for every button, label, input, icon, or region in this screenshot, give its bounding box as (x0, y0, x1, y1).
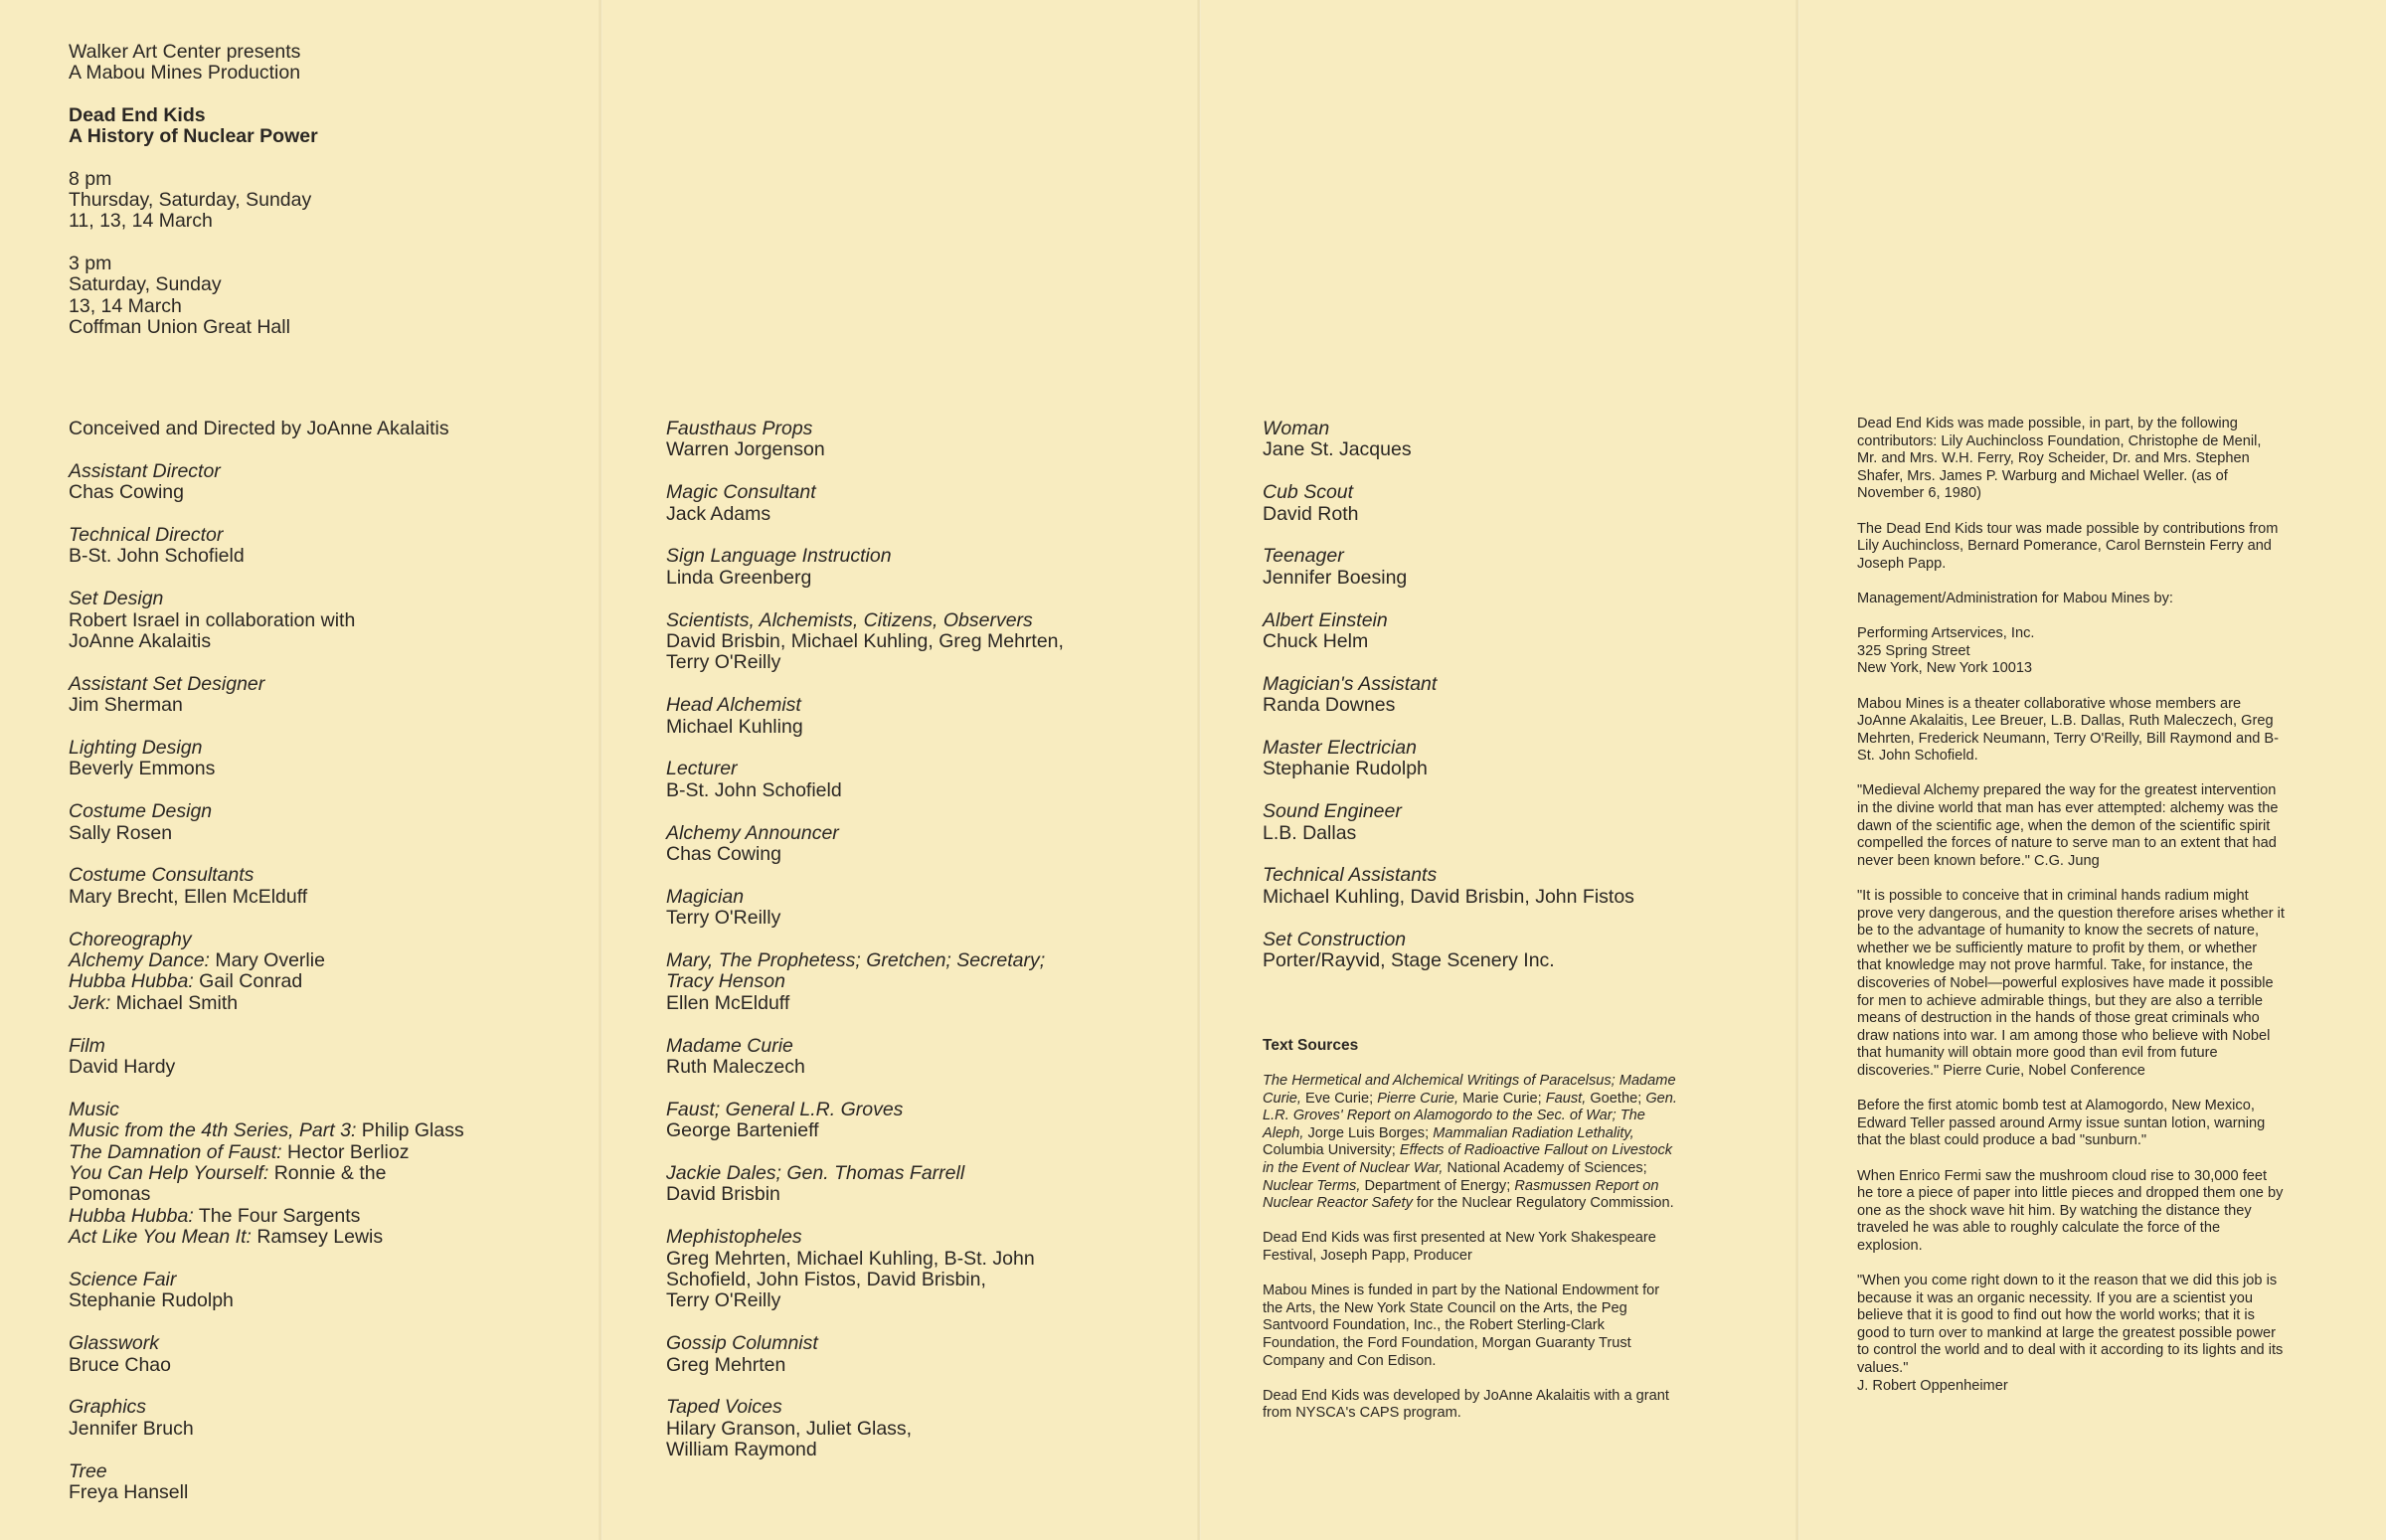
credit-role: Magician (666, 885, 745, 908)
credit-entry (666, 1333, 1183, 1376)
show1-dates: 11, 13, 14 March (69, 210, 213, 233)
credit-names: Michael Kuhling (666, 715, 803, 738)
credit-person: Hector Berlioz (281, 1140, 410, 1163)
credit-names: Freya Hansell (69, 1481, 189, 1504)
credits-col1 (69, 419, 586, 1525)
credit-entry (666, 1036, 1183, 1079)
work-title: Act Like You Mean It: (69, 1226, 252, 1249)
source-fragment: Jorge Luis Borges; (1303, 1124, 1434, 1141)
credit-person: Mary Overlie (209, 949, 325, 972)
credit-entry (69, 674, 586, 717)
credit-names: Ellen McElduff (666, 991, 790, 1014)
credit-role: Cub Scout (1263, 481, 1354, 504)
credit-role: Master Electrician (1263, 737, 1417, 760)
source-fragment: Mammalian Radiation Lethality, (1433, 1124, 1634, 1141)
credit-entry (666, 1100, 1183, 1142)
credit-role: Teenager (1263, 545, 1344, 568)
credit-role: Scientists, Alchemists, Citizens, Observers (666, 608, 1033, 631)
credit-names: Jennifer Bruch (69, 1417, 194, 1440)
credit-names: Linda Greenberg (666, 566, 812, 589)
credit-entry (69, 1270, 586, 1312)
production-note: Dead End Kids was developed by JoAnne Akalaitis with a grant from NYSCA's CAPS program. (1263, 1387, 1669, 1422)
show2-time: 3 pm (69, 252, 112, 274)
credit-role: Costume Consultants (69, 864, 255, 887)
program-header (69, 42, 596, 338)
production-note: Dead End Kids was first presented at New York Shakespeare Festival, Joseph Papp, Producer (1263, 1230, 1656, 1264)
credit-role: Head Alchemist (666, 694, 801, 717)
credit-entry (69, 589, 586, 652)
work-title: Music from the 4th Series, Part 3: (69, 1119, 357, 1142)
credit-role: Tree (69, 1459, 107, 1482)
credit-role: Set Construction (1263, 928, 1407, 950)
credit-entry (1263, 546, 1780, 589)
management: Management/Administration for Mabou Mines by: (1857, 590, 2173, 606)
credit-role: Faust; General L.R. Groves (666, 1098, 904, 1120)
credit-line (69, 1120, 586, 1141)
show-title: Dead End Kids (69, 103, 206, 126)
credit-role: Alchemy Announcer (666, 821, 839, 844)
credit-entry (666, 950, 1183, 1014)
work-title: You Can Help Yourself: (69, 1162, 269, 1185)
source-fragment: Marie Curie; (1458, 1090, 1546, 1107)
credits-col2 (666, 419, 1183, 1482)
management-address: Performing Artservices, Inc. 325 Spring Street New York, New York 10013 (1857, 625, 2035, 677)
credit-entry (69, 738, 586, 780)
credit-entry (1263, 801, 1780, 844)
credit-line (69, 1142, 586, 1163)
source-fragment: Effects of Radioactive Fallout on Livestock in the Event of Nuclear War, (1263, 1142, 1673, 1176)
text-sources-list (1263, 1073, 1680, 1213)
credit-choreography (69, 930, 586, 1015)
tour-support: The Dead End Kids tour was made possible by contributions from Lily Auchincloss, Bernard Pomerance, Carol Bernstein Ferry and Joseph Papp. (1857, 520, 2279, 572)
credit-line (69, 1206, 586, 1227)
credit-names: Greg Mehrten (666, 1353, 786, 1376)
panel-1 (0, 0, 596, 1540)
credit-line (69, 1184, 586, 1205)
credit-names: Chas Cowing (666, 843, 781, 866)
source-fragment: Goethe; (1586, 1090, 1646, 1107)
credit-role: Madame Curie (666, 1034, 793, 1057)
credit-names: David Brisbin (666, 1183, 780, 1206)
credit-names: Sally Rosen (69, 821, 173, 844)
text-sources (1263, 1037, 1680, 1440)
conceived-credit: Conceived and Directed by JoAnne Akalaitis (69, 418, 449, 439)
credit-role: Glasswork (69, 1332, 160, 1355)
credit-entry (666, 1163, 1183, 1206)
work-title: Hubba Hubba: (69, 970, 194, 993)
credit-role: Sign Language Instruction (666, 545, 892, 568)
credit-role: Assistant Director (69, 459, 221, 482)
credit-names: Robert Israel in collaboration with JoAnne Akalaitis (69, 608, 356, 653)
credit-entry (666, 695, 1183, 738)
credit-role: Magic Consultant (666, 481, 816, 504)
credit-entry (1263, 610, 1780, 653)
credit-entry (1263, 865, 1780, 908)
credit-names: Stephanie Rudolph (1263, 758, 1428, 780)
credit-names: B-St. John Schofield (69, 545, 245, 568)
credit-names: Warren Jorgenson (666, 438, 825, 461)
credit-line (69, 1163, 586, 1184)
credit-names: David Brisbin, Michael Kuhling, Greg Mehrten, Terry O'Reilly (666, 630, 1064, 674)
show1-time: 8 pm (69, 167, 112, 190)
credit-person: Gail Conrad (193, 970, 303, 993)
credit-music (69, 1100, 586, 1249)
credit-names: B-St. John Schofield (666, 778, 842, 801)
quote-curie: "It is possible to conceive that in criminal hands radium might prove very dangerous, and the question therefore arises whether it be to the advantage of humanity to know the secrets of nature, whether we be sufficiently mature to profit by them, or whether that knowledge may not prove harmful. Take, for instance, the discoveries of Nobel—powerful explosives have made it possible for men to achieve admirable things, but they are also a terrible means of destruction in the hands of those great criminals who draw nations into war. I am among those who believe with Nobel that humanity will obtain more good than evil from future discoveries." Pierre Curie, Nobel Conference (1857, 888, 2285, 1079)
credit-names: Michael Kuhling, David Brisbin, John Fistos (1263, 885, 1634, 908)
source-fragment: Pierre Curie, (1377, 1090, 1459, 1107)
credit-names: Jane St. Jacques (1263, 438, 1412, 461)
credit-person: Pomonas (69, 1183, 151, 1206)
credit-role: Music (69, 1098, 119, 1120)
show-subtitle: A History of Nuclear Power (69, 125, 318, 148)
credit-line (69, 1227, 586, 1248)
source-fragment: Eve Curie; (1300, 1090, 1378, 1107)
credit-person: Ronnie & the (268, 1162, 387, 1185)
credit-film (69, 1036, 586, 1079)
credit-entry (69, 1461, 586, 1504)
credit-entry (1263, 738, 1780, 780)
credits-col3 (1263, 419, 1780, 993)
credit-person: Philip Glass (356, 1119, 464, 1142)
credit-role: Set Design (69, 588, 164, 610)
credit-names: Bruce Chao (69, 1353, 171, 1376)
source-fragment: Gen. L.R. Groves' Report on Alamogordo to the Sec. of War; The Aleph, (1263, 1090, 1677, 1141)
source-fragment: Department of Energy; (1360, 1177, 1515, 1194)
source-fragment: Columbia University; (1263, 1142, 1400, 1159)
credit-role: Science Fair (69, 1269, 177, 1291)
credit-names: Greg Mehrten, Michael Kuhling, B-St. John Schofield, John Fistos, David Brisbin, Terry O'Reilly (666, 1247, 1035, 1312)
credit-names: Porter/Rayvid, Stage Scenery Inc. (1263, 949, 1555, 972)
credit-entry (69, 525, 586, 568)
credit-role: Gossip Columnist (666, 1332, 818, 1355)
source-fragment: Rasmussen Report on Nuclear Reactor Safety (1263, 1177, 1659, 1212)
credit-names: Randa Downes (1263, 694, 1396, 717)
presenter: Walker Art Center presents (69, 41, 301, 63)
credit-role: Choreography (69, 928, 192, 950)
credit-entry (69, 461, 586, 504)
panel-3 (1199, 0, 1795, 1540)
credit-names: George Bartenieff (666, 1119, 819, 1142)
credit-role: Mephistopheles (666, 1226, 802, 1249)
work-title: The Damnation of Faust: (69, 1140, 282, 1163)
credit-names: David Hardy (69, 1056, 176, 1079)
credit-entry (69, 1333, 586, 1376)
quote-jung: "Medieval Alchemy prepared the way for the greatest intervention in the divine world that man has ever attempted: alchemy was the dawn of the scientific age, when the demon of the scientific spirit compelled the forces of nature to serve man to an extent that had never been known before." C.G. Jung (1857, 782, 2279, 869)
credit-line (69, 971, 586, 992)
credit-names: Ruth Maleczech (666, 1056, 805, 1079)
credit-names: Chuck Helm (1263, 630, 1369, 653)
source-fragment: Faust, (1545, 1090, 1587, 1107)
teller-anecdote: Before the first atomic bomb test at Alamogordo, New Mexico, Edward Teller passed around Army issue suntan lotion, warning that the blast could produce a bad "sunburn." (1857, 1098, 2266, 1149)
oppenheimer-attribution: J. Robert Oppenheimer (1857, 1377, 2008, 1394)
credit-role: Taped Voices (666, 1396, 782, 1419)
credit-names: Jennifer Boesing (1263, 566, 1408, 589)
credit-entry (666, 887, 1183, 930)
production-notes (1263, 1230, 1680, 1423)
show1-days: Thursday, Saturday, Sunday (69, 189, 312, 212)
venue: Coffman Union Great Hall (69, 316, 290, 339)
production-note: Mabou Mines is funded in part by the National Endowment for the Arts, the New York State Council on the Arts, the Peg Santvoord Foundation, Inc., the Robert Sterling-Clark Foundation, the Ford Foundation, Morgan Guaranty Trust Company and Con Edison. (1263, 1283, 1660, 1369)
panel-2 (600, 0, 1197, 1540)
credit-line (69, 950, 586, 971)
credit-names: Beverly Emmons (69, 758, 216, 780)
credit-entry (69, 865, 586, 908)
show2-dates: 13, 14 March (69, 294, 182, 317)
credit-names: Chas Cowing (69, 481, 184, 504)
credit-role: Graphics (69, 1396, 147, 1419)
credit-names: Stephanie Rudolph (69, 1289, 234, 1312)
credit-names: David Roth (1263, 502, 1359, 525)
credit-line (69, 993, 586, 1014)
contributors: Dead End Kids was made possible, in part, by the following contributors: Lily Auchincloss Foundation, Christophe de Menil, Mr. and Mrs. W.H. Ferry, Roy Scheider, Dr. and Mrs. Stephen Shafer, Mrs. James P. Warburg and Michael Weller. (as of November 6, 1980) (1857, 416, 2262, 502)
credit-names: Jim Sherman (69, 694, 183, 717)
credit-role: Albert Einstein (1263, 608, 1388, 631)
credit-role: Magician's Assistant (1263, 672, 1438, 695)
notes-col4 (1857, 416, 2285, 1413)
fermi-anecdote: When Enrico Fermi saw the mushroom cloud rise to 30,000 feet he tore a piece of paper into little pieces and dropped them one by one as the shock wave hit him. By watching the distance they traveled he was able to roughly calculate the force of the explosion. (1857, 1167, 2284, 1254)
credit-names: Jack Adams (666, 502, 771, 525)
credit-role: Film (69, 1034, 105, 1057)
credit-role: Jackie Dales; Gen. Thomas Farrell (666, 1162, 965, 1185)
production: A Mabou Mines Production (69, 62, 301, 85)
credit-entry (666, 823, 1183, 866)
work-title: Alchemy Dance: (69, 949, 210, 972)
credit-role: Woman (1263, 418, 1330, 439)
credit-role: Technical Assistants (1263, 864, 1438, 887)
source-fragment: Nuclear Terms, (1263, 1177, 1361, 1194)
work-title: Jerk: (69, 991, 111, 1014)
credit-role: Lighting Design (69, 737, 203, 760)
panel-4 (1797, 0, 2386, 1540)
members: Mabou Mines is a theater collaborative whose members are JoAnne Akalaitis, Lee Breuer, L.B. Dallas, Ruth Maleczech, Greg Mehrten, Frederick Neumann, Terry O'Reilly, Bill Raymond and B-St. John Schofield. (1857, 695, 2279, 765)
source-fragment: The Hermetical and Alchemical Writings of Paracelsus; (1263, 1073, 1616, 1089)
show2-days: Saturday, Sunday (69, 273, 222, 296)
source-fragment: for the Nuclear Regulatory Commission. (1412, 1195, 1674, 1212)
credit-role: Fausthaus Props (666, 418, 813, 439)
credit-entry (666, 1227, 1183, 1312)
credit-entry (69, 1397, 586, 1440)
credit-role: Mary, The Prophetess; Gretchen; Secretary; Tracy Henson (666, 949, 1046, 993)
credit-names: Hilary Granson, Juliet Glass, William Raymond (666, 1417, 913, 1461)
credit-role: Costume Design (69, 800, 213, 823)
credit-names: L.B. Dallas (1263, 821, 1357, 844)
source-fragment: National Academy of Sciences; (1443, 1159, 1647, 1176)
credit-entry (666, 419, 1183, 461)
credit-entry (1263, 930, 1780, 972)
text-sources-heading: Text Sources (1263, 1037, 1359, 1054)
source-fragment: Madame Curie, (1263, 1073, 1676, 1107)
credit-names: Mary Brecht, Ellen McElduff (69, 885, 308, 908)
credit-entry (666, 482, 1183, 525)
credit-role: Assistant Set Designer (69, 672, 265, 695)
credit-entry (1263, 482, 1780, 525)
credit-entry (666, 759, 1183, 801)
credit-person: Michael Smith (110, 991, 239, 1014)
credit-entry (1263, 419, 1780, 461)
credit-names: Terry O'Reilly (666, 907, 781, 930)
credit-entry (666, 1397, 1183, 1460)
credit-entry (666, 610, 1183, 674)
credit-entry (69, 801, 586, 844)
credit-person: The Four Sargents (193, 1204, 361, 1227)
credit-role: Sound Engineer (1263, 800, 1402, 823)
credit-entry (666, 546, 1183, 589)
credit-role: Lecturer (666, 758, 738, 780)
work-title: Hubba Hubba: (69, 1204, 194, 1227)
credit-person: Ramsey Lewis (251, 1226, 384, 1249)
credit-role: Technical Director (69, 524, 224, 546)
quote-oppenheimer: "When you come right down to it the reason that we did this job is because it was an organic necessity. If you are a scientist you believe that it is good to find out how the world works; that it is good to turn over to mankind at large the greatest possible power to control the world and to deal with it according to its lights and its values." (1857, 1273, 2284, 1377)
credit-entry (1263, 674, 1780, 717)
